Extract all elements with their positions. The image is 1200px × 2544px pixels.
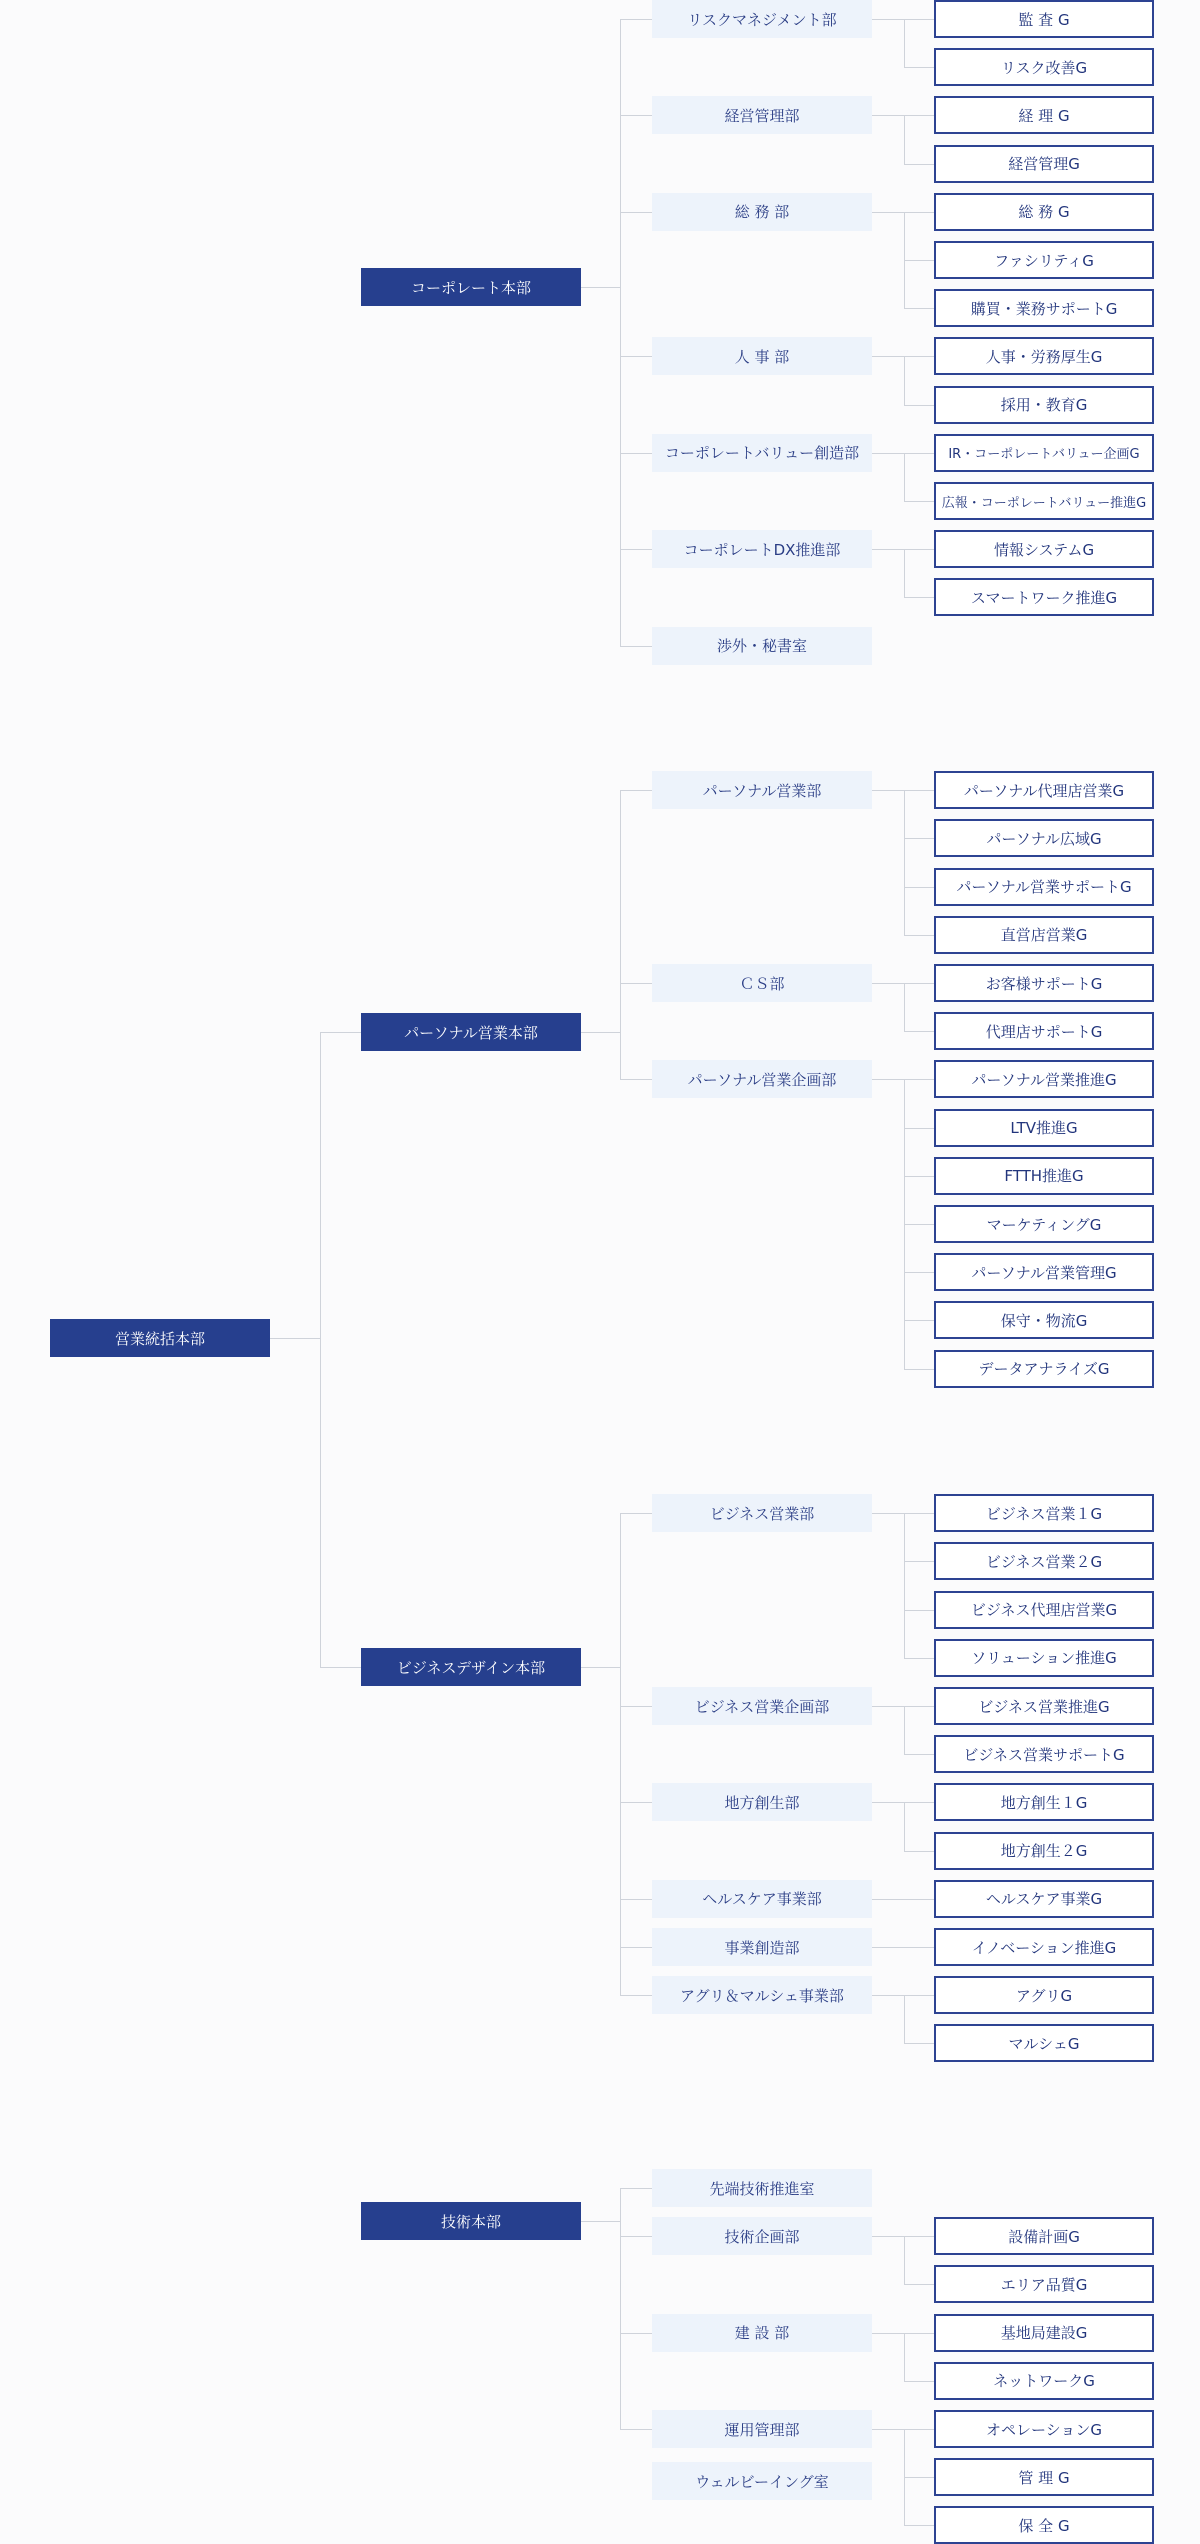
connector-line (904, 983, 905, 1032)
connector-line (872, 790, 904, 791)
group-box: ファシリティG (934, 241, 1154, 279)
group-box: 保 全 G (934, 2506, 1154, 2544)
group-box: マルシェG (934, 2024, 1154, 2062)
connector-line (904, 19, 905, 68)
connector-line (872, 983, 904, 984)
department-box: コーポレートバリュー創造部 (652, 434, 872, 472)
department-box: 先端技術推進室 (652, 2169, 872, 2207)
connector-line (872, 1947, 904, 1948)
group-box: マーケティングG (934, 1205, 1154, 1243)
group-box: 地方創生１G (934, 1783, 1154, 1821)
connector-line (904, 356, 905, 405)
connector-line (904, 2236, 905, 2285)
connector-line (904, 1802, 934, 1803)
group-box: 購買・業務サポートG (934, 289, 1154, 327)
connector-line (904, 115, 905, 164)
department-box: 渉外・秘書室 (652, 627, 872, 665)
connector-line (904, 1031, 934, 1032)
group-box: 設備計画G (934, 2217, 1154, 2255)
connector-line (904, 2284, 934, 2285)
connector-line (904, 549, 934, 550)
connector-line (620, 1513, 621, 1996)
department-box: パーソナル営業部 (652, 771, 872, 809)
department-box: 地方創生部 (652, 1783, 872, 1821)
connector-line (904, 453, 905, 502)
group-box: 管 理 G (934, 2458, 1154, 2496)
connector-line (620, 115, 652, 116)
connector-line (320, 1667, 361, 1668)
department-box: ビジネス営業部 (652, 1494, 872, 1532)
connector-line (904, 212, 934, 213)
standalone-office-box: ウェルビーイング室 (652, 2462, 872, 2500)
connector-line (620, 1706, 652, 1707)
connector-line (904, 2333, 905, 2382)
department-box: コーポレートDX推進部 (652, 530, 872, 568)
connector-line (904, 1899, 934, 1900)
connector-line (904, 1851, 934, 1852)
connector-line (904, 887, 934, 888)
connector-line (320, 1032, 321, 1668)
connector-line (904, 1320, 934, 1321)
connector-line (620, 1995, 652, 1996)
connector-line (904, 453, 934, 454)
department-box: 経営管理部 (652, 96, 872, 134)
connector-line (904, 2236, 934, 2237)
connector-line (904, 1272, 934, 1273)
department-box: パーソナル営業企画部 (652, 1060, 872, 1098)
connector-line (904, 1947, 934, 1948)
group-box: ネットワークG (934, 2362, 1154, 2400)
group-box: パーソナル広域G (934, 819, 1154, 857)
department-box: 事業創造部 (652, 1928, 872, 1966)
group-box: FTTH推進G (934, 1157, 1154, 1195)
connector-line (904, 1995, 905, 2044)
connector-line (620, 1947, 652, 1948)
connector-line (620, 1513, 652, 1514)
group-box: エリア品質G (934, 2265, 1154, 2303)
headquarters-box: ビジネスデザイン本部 (361, 1648, 581, 1686)
connector-line (904, 2429, 934, 2430)
group-box: 直営店営業G (934, 916, 1154, 954)
group-box: 基地局建設G (934, 2314, 1154, 2352)
department-box: アグリ＆マルシェ事業部 (652, 1976, 872, 2014)
connector-line (904, 164, 934, 165)
group-box: 保守・物流G (934, 1301, 1154, 1339)
connector-line (904, 356, 934, 357)
connector-line (904, 1610, 934, 1611)
connector-line (581, 287, 620, 288)
connector-line (620, 1899, 652, 1900)
connector-line (581, 1667, 620, 1668)
connector-line (872, 1706, 904, 1707)
department-box: ビジネス営業企画部 (652, 1687, 872, 1725)
connector-line (904, 405, 934, 406)
headquarters-box: 技術本部 (361, 2202, 581, 2240)
connector-line (620, 790, 652, 791)
connector-line (620, 646, 652, 647)
connector-line (904, 308, 934, 309)
connector-line (620, 2188, 652, 2189)
group-box: 採用・教育G (934, 386, 1154, 424)
connector-line (904, 2381, 934, 2382)
connector-line (872, 549, 904, 550)
connector-line (872, 1802, 904, 1803)
department-box: 技術企画部 (652, 2217, 872, 2255)
group-box: 情報システムG (934, 530, 1154, 568)
connector-line (620, 453, 652, 454)
connector-line (620, 549, 652, 550)
group-box: 人事・労務厚生G (934, 337, 1154, 375)
group-box: ビジネス営業推進G (934, 1687, 1154, 1725)
connector-line (872, 1079, 904, 1080)
connector-line (872, 453, 904, 454)
group-box: 地方創生２G (934, 1832, 1154, 1870)
group-box: ソリューション推進G (934, 1639, 1154, 1677)
group-box: 監 査 G (934, 0, 1154, 38)
group-box: ビジネス営業２G (934, 1542, 1154, 1580)
group-box: リスク改善G (934, 48, 1154, 86)
connector-line (872, 1899, 904, 1900)
group-box: 代理店サポートG (934, 1012, 1154, 1050)
group-box: オペレーションG (934, 2410, 1154, 2448)
connector-line (904, 983, 934, 984)
connector-line (904, 838, 934, 839)
group-box: スマートワーク推進G (934, 578, 1154, 616)
group-box: ビジネス営業サポートG (934, 1735, 1154, 1773)
connector-line (872, 212, 904, 213)
connector-line (904, 1513, 934, 1514)
connector-line (904, 1561, 934, 1562)
connector-line (620, 19, 652, 20)
department-box: 建 設 部 (652, 2314, 872, 2352)
connector-line (904, 1079, 934, 1080)
department-box: ヘルスケア事業部 (652, 1880, 872, 1918)
connector-line (872, 115, 904, 116)
connector-line (904, 19, 934, 20)
connector-line (904, 1706, 934, 1707)
headquarters-box: パーソナル営業本部 (361, 1013, 581, 1051)
connector-line (320, 1032, 361, 1033)
connector-line (620, 2188, 621, 2430)
connector-line (904, 2043, 934, 2044)
connector-line (620, 2429, 652, 2430)
department-box: 運用管理部 (652, 2410, 872, 2448)
group-box: パーソナル代理店営業G (934, 771, 1154, 809)
connector-line (872, 19, 904, 20)
connector-line (620, 19, 621, 647)
connector-line (620, 1079, 652, 1080)
connector-line (904, 1369, 934, 1370)
department-box: リスクマネジメント部 (652, 0, 872, 38)
connector-line (872, 2333, 904, 2334)
connector-line (904, 1513, 905, 1659)
connector-line (270, 1338, 320, 1339)
group-box: 総 務 G (934, 193, 1154, 231)
group-box: 経 理 G (934, 96, 1154, 134)
connector-line (904, 1754, 934, 1755)
connector-line (904, 1706, 905, 1755)
connector-line (904, 790, 934, 791)
connector-line (904, 1802, 905, 1851)
group-box: お客様サポートG (934, 964, 1154, 1002)
connector-line (620, 212, 652, 213)
group-box: 広報・コーポレートバリュー推進G (934, 482, 1154, 520)
connector-line (872, 356, 904, 357)
connector-line (904, 260, 934, 261)
top-headquarters-box: 営業統括本部 (50, 1319, 270, 1357)
group-box: 経営管理G (934, 145, 1154, 183)
connector-line (904, 115, 934, 116)
connector-line (904, 2477, 934, 2478)
connector-line (904, 67, 934, 68)
group-box: ヘルスケア事業G (934, 1880, 1154, 1918)
group-box: LTV推進G (934, 1109, 1154, 1147)
group-box: ビジネス営業１G (934, 1494, 1154, 1532)
connector-line (872, 1995, 904, 1996)
group-box: ビジネス代理店営業G (934, 1591, 1154, 1629)
connector-line (904, 549, 905, 598)
connector-line (872, 2236, 904, 2237)
connector-line (620, 790, 621, 1080)
group-box: イノベーション推進G (934, 1928, 1154, 1966)
connector-line (904, 935, 934, 936)
connector-line (620, 2236, 652, 2237)
headquarters-box: コーポレート本部 (361, 268, 581, 306)
group-box: パーソナル営業管理G (934, 1253, 1154, 1291)
connector-line (620, 1802, 652, 1803)
connector-line (904, 501, 934, 502)
group-box: IR・コーポレートバリュー企画G (934, 434, 1154, 472)
connector-line (620, 356, 652, 357)
department-box: ＣＳ部 (652, 964, 872, 1002)
connector-line (581, 1032, 620, 1033)
connector-line (872, 1513, 904, 1514)
department-box: 人 事 部 (652, 337, 872, 375)
group-box: アグリG (934, 1976, 1154, 2014)
department-box: 総 務 部 (652, 193, 872, 231)
group-box: パーソナル営業推進G (934, 1060, 1154, 1098)
connector-line (904, 1224, 934, 1225)
connector-line (581, 2221, 620, 2222)
connector-line (904, 1128, 934, 1129)
connector-line (904, 1176, 934, 1177)
connector-line (620, 2333, 652, 2334)
group-box: データアナライズG (934, 1350, 1154, 1388)
connector-line (620, 983, 652, 984)
group-box: パーソナル営業サポートG (934, 868, 1154, 906)
connector-line (904, 790, 905, 936)
connector-line (904, 2333, 934, 2334)
connector-line (904, 1658, 934, 1659)
connector-line (904, 1995, 934, 1996)
connector-line (904, 597, 934, 598)
connector-line (872, 2429, 904, 2430)
connector-line (904, 2525, 934, 2526)
